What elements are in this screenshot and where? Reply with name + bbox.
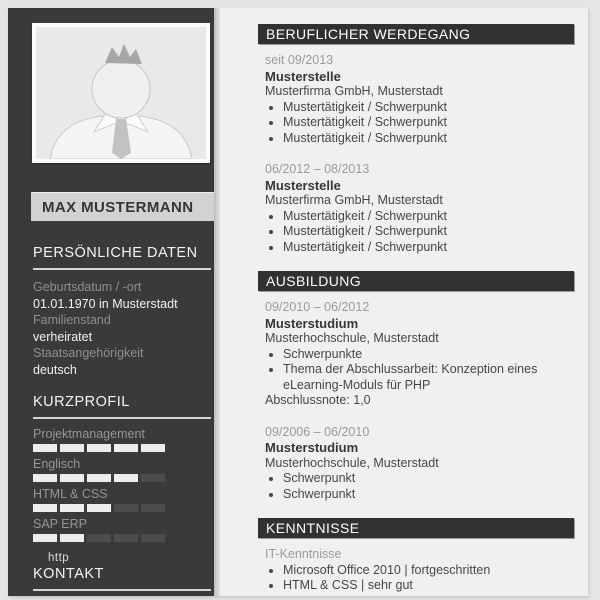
- entry-date: seit 09/2013: [265, 53, 334, 67]
- main-content: [220, 8, 588, 596]
- entry-bullet-list: [265, 563, 574, 594]
- skill-bar-segment: [114, 534, 138, 542]
- personal-data-heading: PERSÖNLICHE DATEN: [33, 245, 198, 261]
- field-value: 01.01.1970 in Musterstadt: [33, 296, 178, 311]
- entry-bullet: • Mustertätigkeit / Schwerpunkt: [283, 131, 574, 147]
- skill-bar-segment: [33, 444, 57, 452]
- skill-item: [33, 487, 211, 512]
- skill-bar-segment: [141, 474, 165, 482]
- broken-link-text: http: [48, 552, 70, 564]
- skill-bar-segment: [114, 504, 138, 512]
- entry-subtitle: Musterhochschule, Musterstadt: [265, 331, 439, 345]
- field-label: Geburtsdatum / -ort: [33, 280, 142, 294]
- skill-label: Projektmanagement: [33, 427, 145, 441]
- skill-bar-segment: [87, 504, 111, 512]
- entry-date: 09/2006 – 06/2010: [265, 424, 370, 439]
- heading-rule: [33, 268, 211, 270]
- skill-bar-segment: [87, 444, 111, 452]
- entry-subtitle: Musterhochschule, Musterstadt: [265, 455, 439, 470]
- entry-bullet: • Mustertätigkeit / Schwerpunkt: [283, 100, 574, 116]
- entry-bullet: • Schwerpunkte: [283, 347, 574, 363]
- field-value: deutsch: [33, 362, 77, 377]
- photo-frame: [32, 23, 210, 163]
- heading-rule: [33, 417, 211, 419]
- entry-title: Musterstudium: [265, 315, 359, 331]
- contact-heading: KONTAKT: [33, 566, 104, 582]
- skill-bar-segment: [60, 534, 84, 542]
- entry-bullet-list: [265, 100, 574, 147]
- entry-date: IT-Kenntnisse: [265, 547, 342, 561]
- skill-bar-segment: [87, 474, 111, 482]
- skill-bar-segment: [114, 444, 138, 452]
- skill-item: [33, 427, 211, 452]
- cv-page: [8, 8, 588, 596]
- cv-entry: [265, 300, 574, 409]
- entry-subtitle: Musterfirma GmbH, Musterstadt: [265, 193, 443, 207]
- field-label: Familienstand: [33, 313, 111, 327]
- personal-fields: [33, 279, 211, 378]
- skill-bar: [33, 444, 211, 452]
- person-avatar-icon: [36, 27, 206, 159]
- heading-rule: [33, 589, 211, 591]
- cv-entry: [265, 425, 574, 503]
- entry-title: Musterstelle: [265, 177, 341, 193]
- skill-item: [33, 457, 211, 482]
- entry-bullet: • Mustertätigkeit / Schwerpunkt: [283, 115, 574, 131]
- skill-bar: [33, 474, 211, 482]
- skill-bar-segment: [33, 474, 57, 482]
- skill-item: [33, 517, 211, 542]
- person-name: MAX MUSTERMANN: [42, 199, 194, 216]
- entry-bullet: • Mustertätigkeit / Schwerpunkt: [283, 240, 574, 256]
- cv-entry: [265, 547, 574, 594]
- entry-bullet: • Thema der Abschlussarbeit: Konzeption eines eLearning-Moduls für PHP: [283, 362, 574, 393]
- skill-bar-segment: [33, 534, 57, 542]
- contact-section: [33, 566, 211, 591]
- entry-bullet-list: [265, 471, 574, 502]
- profile-section: [33, 394, 211, 542]
- skill-bar-segment: [141, 534, 165, 542]
- entry-title: Musterstelle: [265, 68, 341, 84]
- section-heading-bar: BERUFLICHER WERDEGANG: [258, 24, 574, 44]
- skill-bar-segment: [141, 444, 165, 452]
- entry-date: 06/2012 – 08/2013: [265, 162, 370, 176]
- entry-bullet: • Mustertätigkeit / Schwerpunkt: [283, 224, 574, 240]
- section-heading-bar: KENNTNISSE: [258, 518, 574, 538]
- section-heading-bar: AUSBILDUNG: [258, 271, 574, 291]
- name-plate: [31, 192, 214, 221]
- cv-entry: [265, 162, 574, 255]
- cv-entry: [265, 53, 574, 146]
- skill-label: SAP ERP: [33, 517, 87, 531]
- entry-date: 09/2010 – 06/2012: [265, 300, 370, 314]
- skill-bar-segment: [114, 474, 138, 482]
- skill-bar-segment: [87, 534, 111, 542]
- skill-bar-segment: [141, 504, 165, 512]
- entry-bullet: • Schwerpunkt: [283, 471, 574, 487]
- entry-footer: Abschlussnote: 1,0: [265, 393, 371, 407]
- skill-list: [33, 427, 211, 542]
- profile-heading: KURZPROFIL: [33, 394, 130, 410]
- entry-subtitle: Musterfirma GmbH, Musterstadt: [265, 84, 443, 98]
- entry-bullet-list: [265, 347, 574, 394]
- skill-bar-segment: [60, 474, 84, 482]
- entry-bullet: • HTML & CSS | sehr gut: [283, 578, 574, 594]
- skill-bar: [33, 504, 211, 512]
- entry-bullet-list: [265, 209, 574, 256]
- skill-label: HTML & CSS: [33, 487, 108, 501]
- skill-bar-segment: [60, 444, 84, 452]
- sidebar: [8, 8, 214, 596]
- field-label: Staatsangehörigkeit: [33, 346, 144, 360]
- skill-bar-segment: [60, 504, 84, 512]
- skill-bar: [33, 534, 211, 542]
- personal-data-section: [33, 245, 211, 378]
- skill-label: Englisch: [33, 457, 81, 471]
- profile-photo: [36, 27, 206, 159]
- entry-bullet: • Microsoft Office 2010 | fortgeschritten: [283, 563, 574, 579]
- skill-bar-segment: [33, 504, 57, 512]
- entry-bullet: • Mustertätigkeit / Schwerpunkt: [283, 209, 574, 225]
- field-value: verheiratet: [33, 329, 93, 344]
- entry-bullet: • Schwerpunkt: [283, 487, 574, 503]
- entry-title: Musterstudium: [265, 440, 359, 455]
